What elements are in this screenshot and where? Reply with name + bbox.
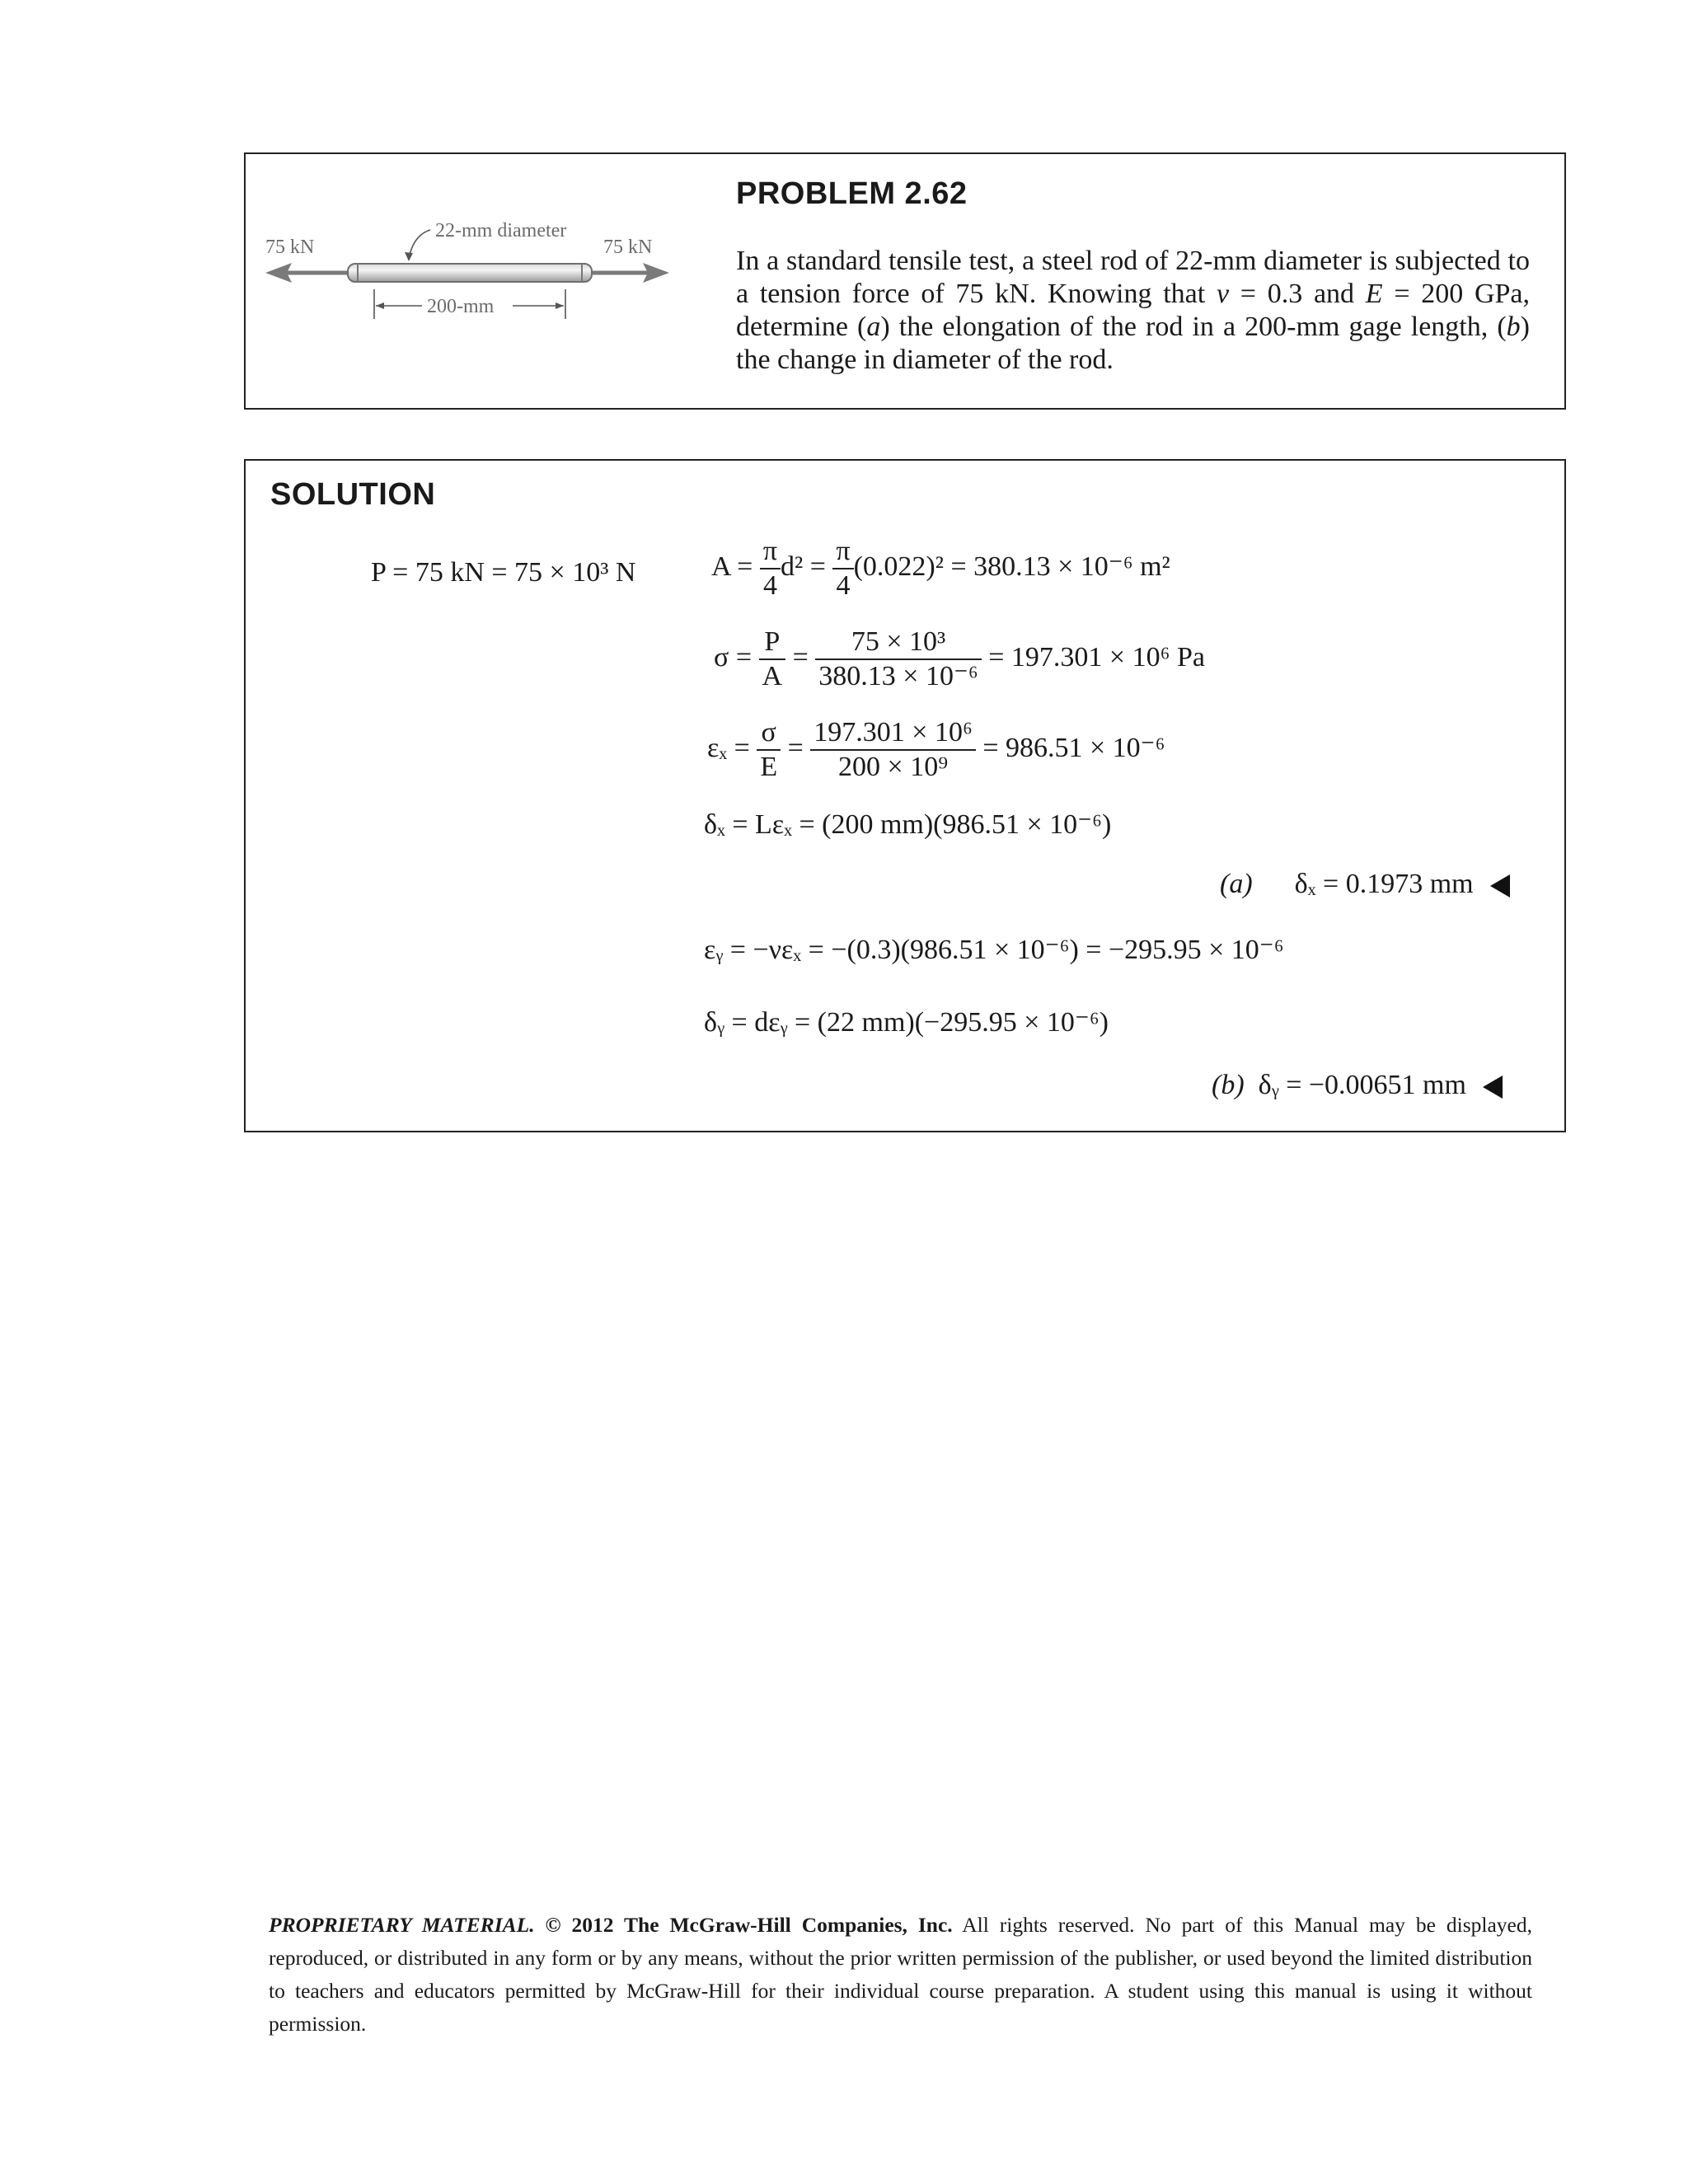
problem-statement (736, 245, 1530, 377)
stress-lhs: σ = (714, 641, 753, 673)
equation-elongation: δₓ = Lεₓ = (200 mm)(986.51 × 10⁻⁶) (704, 809, 1112, 840)
answer-marker-icon (1490, 874, 1510, 898)
area-fraction-1: $\frac{\pi}{4}$ (760, 535, 781, 602)
answer-a-value: δₓ = 0.1973 mm (1294, 869, 1474, 899)
strain-x-result: = 986.51 × 10⁻⁶ (982, 732, 1165, 763)
area-result: = 380.13 × 10⁻⁶ m² (950, 551, 1170, 582)
solution-heading: SOLUTION (270, 477, 436, 512)
stress-fraction-symbolic: $\frac{P}{A}$ (759, 626, 786, 693)
answer-b-label: (b) (1212, 1070, 1245, 1100)
problem-heading: PROBLEM 2.62 (736, 176, 968, 211)
stress-result: = 197.301 × 10⁶ Pa (988, 641, 1205, 673)
part-b-label: b (1506, 312, 1521, 342)
answer-b (1212, 1069, 1503, 1102)
gage-arrow-left (376, 302, 384, 309)
modulus-symbol: E (1365, 279, 1383, 309)
equation-strain-x: εₓ = $\frac{\sigma}{E}$ = $\frac{\text{197.301 × 10⁶}}{\text{200 × 10⁹}}$ = 986.51 × 10⁻⁶ (707, 717, 1165, 782)
copyright-footer (269, 1909, 1532, 2041)
footer-rights-text: All rights reserved. No part of this Manual may be displayed, reproduced, or distributed in any form or by any means, without the prior written permission of the publisher, or used beyond the limited distribution to teachers and educators permitted by McGraw-Hill for their individual course preparation. A student using this manual is using it without permission. (269, 1913, 1532, 2036)
answer-a (1220, 868, 1510, 901)
strain-x-fraction-numeric: $\frac{\text{197.301 × 10⁶}}{\text{200 × 10⁹}}$ (810, 716, 976, 784)
equation-area: A = $\frac{\pi}{4}$ d² = $\frac{\pi}{4}$ (0.022)² = 380.13 × 10⁻⁶ m² (711, 536, 1170, 601)
footer-proprietary: PROPRIETARY MATERIAL. (269, 1913, 535, 1937)
problem-box (244, 152, 1566, 410)
equation-diameter-change: δᵧ = dεᵧ = (22 mm)(−295.95 × 10⁻⁶) (704, 1007, 1109, 1038)
left-force-label: 75 kN (265, 237, 315, 258)
problem-text-part1: In a standard tensile test, a steel rod of 22-mm diameter is subjected to a tension force of 75 kN. Knowing that (736, 246, 1530, 309)
strain-x-fraction-symbolic: $\frac{\sigma}{E}$ (757, 716, 781, 784)
answer-b-value: δᵧ = −0.00651 mm (1258, 1070, 1466, 1100)
equation-force: P = 75 kN = 75 × 10³ N (371, 557, 636, 588)
poisson-symbol: ν (1216, 279, 1230, 309)
problem-text-part2: = 0.3 and (1229, 279, 1366, 309)
area-diameter: (0.022)² (853, 551, 944, 582)
diameter-leader-arrow (405, 252, 413, 261)
steel-rod (348, 264, 592, 282)
rod-diagram (265, 220, 678, 344)
gage-arrow-right (556, 302, 564, 309)
problem-text-part3: = 200 GPa, determine ( (736, 279, 1531, 342)
problem-text-part5: ) the change in diameter of the rod. (736, 312, 1530, 375)
diameter-label: 22-mm diameter (435, 220, 567, 241)
gage-length-label: 200-mm (427, 296, 495, 317)
footer-copyright: © 2012 The McGraw-Hill Companies, Inc. (545, 1913, 953, 1937)
stress-fraction-numeric: $\frac{\text{75 × 10³}}{\text{380.13 × 10⁻⁶}}$ (815, 626, 981, 693)
equation-strain-y: εᵧ = −νεₓ = −(0.3)(986.51 × 10⁻⁶) = −295.95 × 10⁻⁶ (704, 935, 1284, 965)
answer-marker-icon (1483, 1076, 1503, 1099)
right-force-label: 75 kN (603, 237, 653, 258)
area-fraction-2: $\frac{\pi}{4}$ (832, 535, 853, 602)
equation-stress: σ = $\frac{P}{A}$ = $\frac{\text{75 × 10³}}{\text{380.13 × 10⁻⁶}}$ = 197.301 × 10⁶ Pa (714, 626, 1205, 691)
strain-x-lhs: εₓ = (707, 732, 750, 763)
part-a-label: a (866, 312, 881, 342)
area-d-squared: d² (781, 551, 804, 582)
solution-box (244, 459, 1566, 1132)
area-lhs: A = (711, 551, 753, 582)
problem-text-part4: ) the elongation of the rod in a 200-mm gage length, ( (880, 312, 1507, 342)
answer-a-label: (a) (1220, 869, 1253, 899)
